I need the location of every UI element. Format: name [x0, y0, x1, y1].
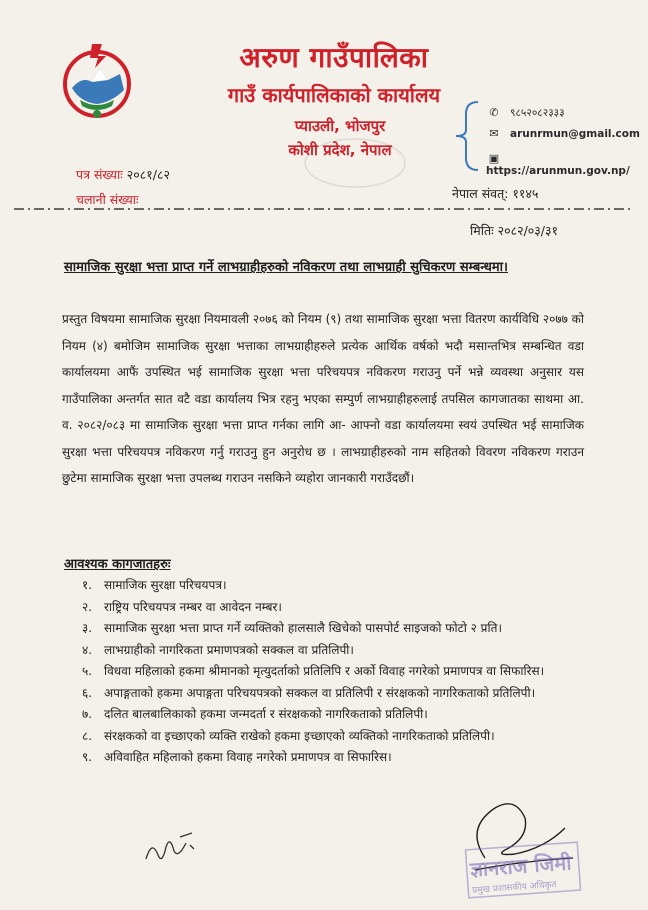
letter-date: मितिः २०८२/०३/३१ — [470, 223, 558, 238]
email-address: arunrmun@gmail.com — [510, 128, 640, 140]
initial-signature — [140, 825, 200, 870]
list-item: ५. विधवा महिलाको हकमा श्रीमानको मृत्युदर्ताको प्रतिलिपि र अर्को विवाह नगरेको प्रमाणपत्र वा सिफारिस। — [82, 664, 545, 678]
mail-icon: ✉ — [489, 127, 499, 140]
letter-body: प्रस्तुत विषयमा सामाजिक सुरक्षा नियमावली २०७६ को नियम (९) तथा सामाजिक सुरक्षा भत्ता वितरण कार्यविधि २०७७ को नियम (४) बमोजिम सामाजिक सुरक्षा भत्ताका लाभग्राहीहरुले प्रत्येक आर्थिक वर्षको भदौ मसान्तभित्र सम्बन्धित वडा कार्यालयमा आफैं उपस्थित भई सामाजिक सुरक्षा भत्ता परिचयपत्र नविकरण गराउनु पर्ने भन्ने व्यवस्था अनुसार यस गाउँपालिका अन्तर्गत सात वटै वडा कार्यालय भित्र रहनु भएका सम्पुर्ण लाभग्राहीहरुलाई तपसिल कागजातका साथमा आ. व. २०८२/०८३ मा सामाजिक सुरक्षा भत्ता प्राप्त गर्नका लागि आ- आफ्नो वडा कार्यालयमा स्वयं उपस्थित भई सामाजिक सुरक्षा भत्ता परिचयपत्र नविकरण गर्नु गराउनु हुन अनुरोध छ । लाभग्राहीहरुको नाम सहितको विवरण नविकरण गराउन छुटेमा सामाजिक सुरक्षा भत्ता उपलब्ध गराउन नसकिने व्यहोरा जानकारी गराउँदछौं। — [62, 312, 584, 485]
list-item: ६. अपाङ्गताको हकमा अपाङ्गता परिचयपत्रको सक्कल वा प्रतिलिपी र संरक्षकको नागरिकताको प्रतिलिपी। — [82, 685, 536, 700]
list-item: ४. लाभग्राहीको नागरिकता प्रमाणपत्रको सक्कल वा प्रतिलिपी। — [82, 642, 354, 657]
contact-website — [486, 152, 648, 177]
contact-email — [486, 127, 640, 140]
web-icon: ▣ — [488, 152, 500, 165]
patra-label: पत्र संख्याः — [76, 167, 123, 182]
address-line2: कोशी प्रदेश, नेपाल — [288, 141, 392, 159]
contact-phone — [486, 106, 565, 120]
phone-number: ९८५२०८२३३३ — [510, 107, 565, 119]
list-item: ९. अविवाहित महिलाको हकमा विवाह नगरेको प्रमाणपत्र वा सिफारिस। — [82, 750, 392, 764]
contact-brace — [452, 100, 482, 172]
list-item: ८. संरक्षकको वा इच्छाएको व्यक्ति राखेको हकमा इच्छाएको व्यक्तिको नागरिकताको प्रतिलिपी। — [82, 728, 495, 743]
address-line1: प्याउली, भोजपुर — [294, 117, 386, 135]
requirements-list — [82, 575, 602, 769]
office-title: गाउँ कार्यपालिकाको कार्यालय — [227, 83, 441, 107]
header-divider — [14, 208, 634, 210]
stamp-officer-name: ज्ञानराज जिमी — [469, 850, 573, 882]
website-url: https://arunmun.gov.np/ — [486, 165, 630, 177]
list-item: १. सामाजिक सुरक्षा परिचयपत्र। — [82, 578, 227, 592]
chalani-sankhya: चलानी संख्याः — [76, 192, 139, 207]
requirements-heading: आवश्यक कागजातहरुः — [64, 557, 171, 572]
list-item: ३. सामाजिक सुरक्षा भत्ता प्राप्त गर्ने व्यक्तिको हालसालै खिचेको पासपोर्ट साइजको फोटो २ प्रति। — [82, 621, 502, 635]
list-item: ७. दलित बालबालिकाको हकमा जन्मदर्ता र संरक्षकको नागरिकताको प्रतिलिपी। — [82, 707, 428, 721]
patra-sankhya — [76, 166, 170, 183]
nepal-samvat: नेपाल संवत्: ११४५ — [452, 186, 539, 201]
phone-icon: ✆ — [489, 106, 499, 119]
stamp-officer-role: प्रमुख प्रशासकीय अधिकृत — [471, 880, 557, 896]
letter-subject: सामाजिक सुरक्षा भत्ता प्राप्त गर्ने लाभग्राहीहरुको नविकरण तथा लाभग्राही सुचिकरण सम्बन्धमा। — [64, 260, 508, 275]
list-item: २. राष्ट्रिय परिचयपत्र नम्बर वा आवेदन नम्बर। — [82, 599, 282, 614]
faint-seal-mark — [300, 135, 410, 190]
patra-value: २०८१/८२ — [126, 167, 170, 182]
municipality-title: अरुण गाउँपालिका — [239, 41, 429, 74]
